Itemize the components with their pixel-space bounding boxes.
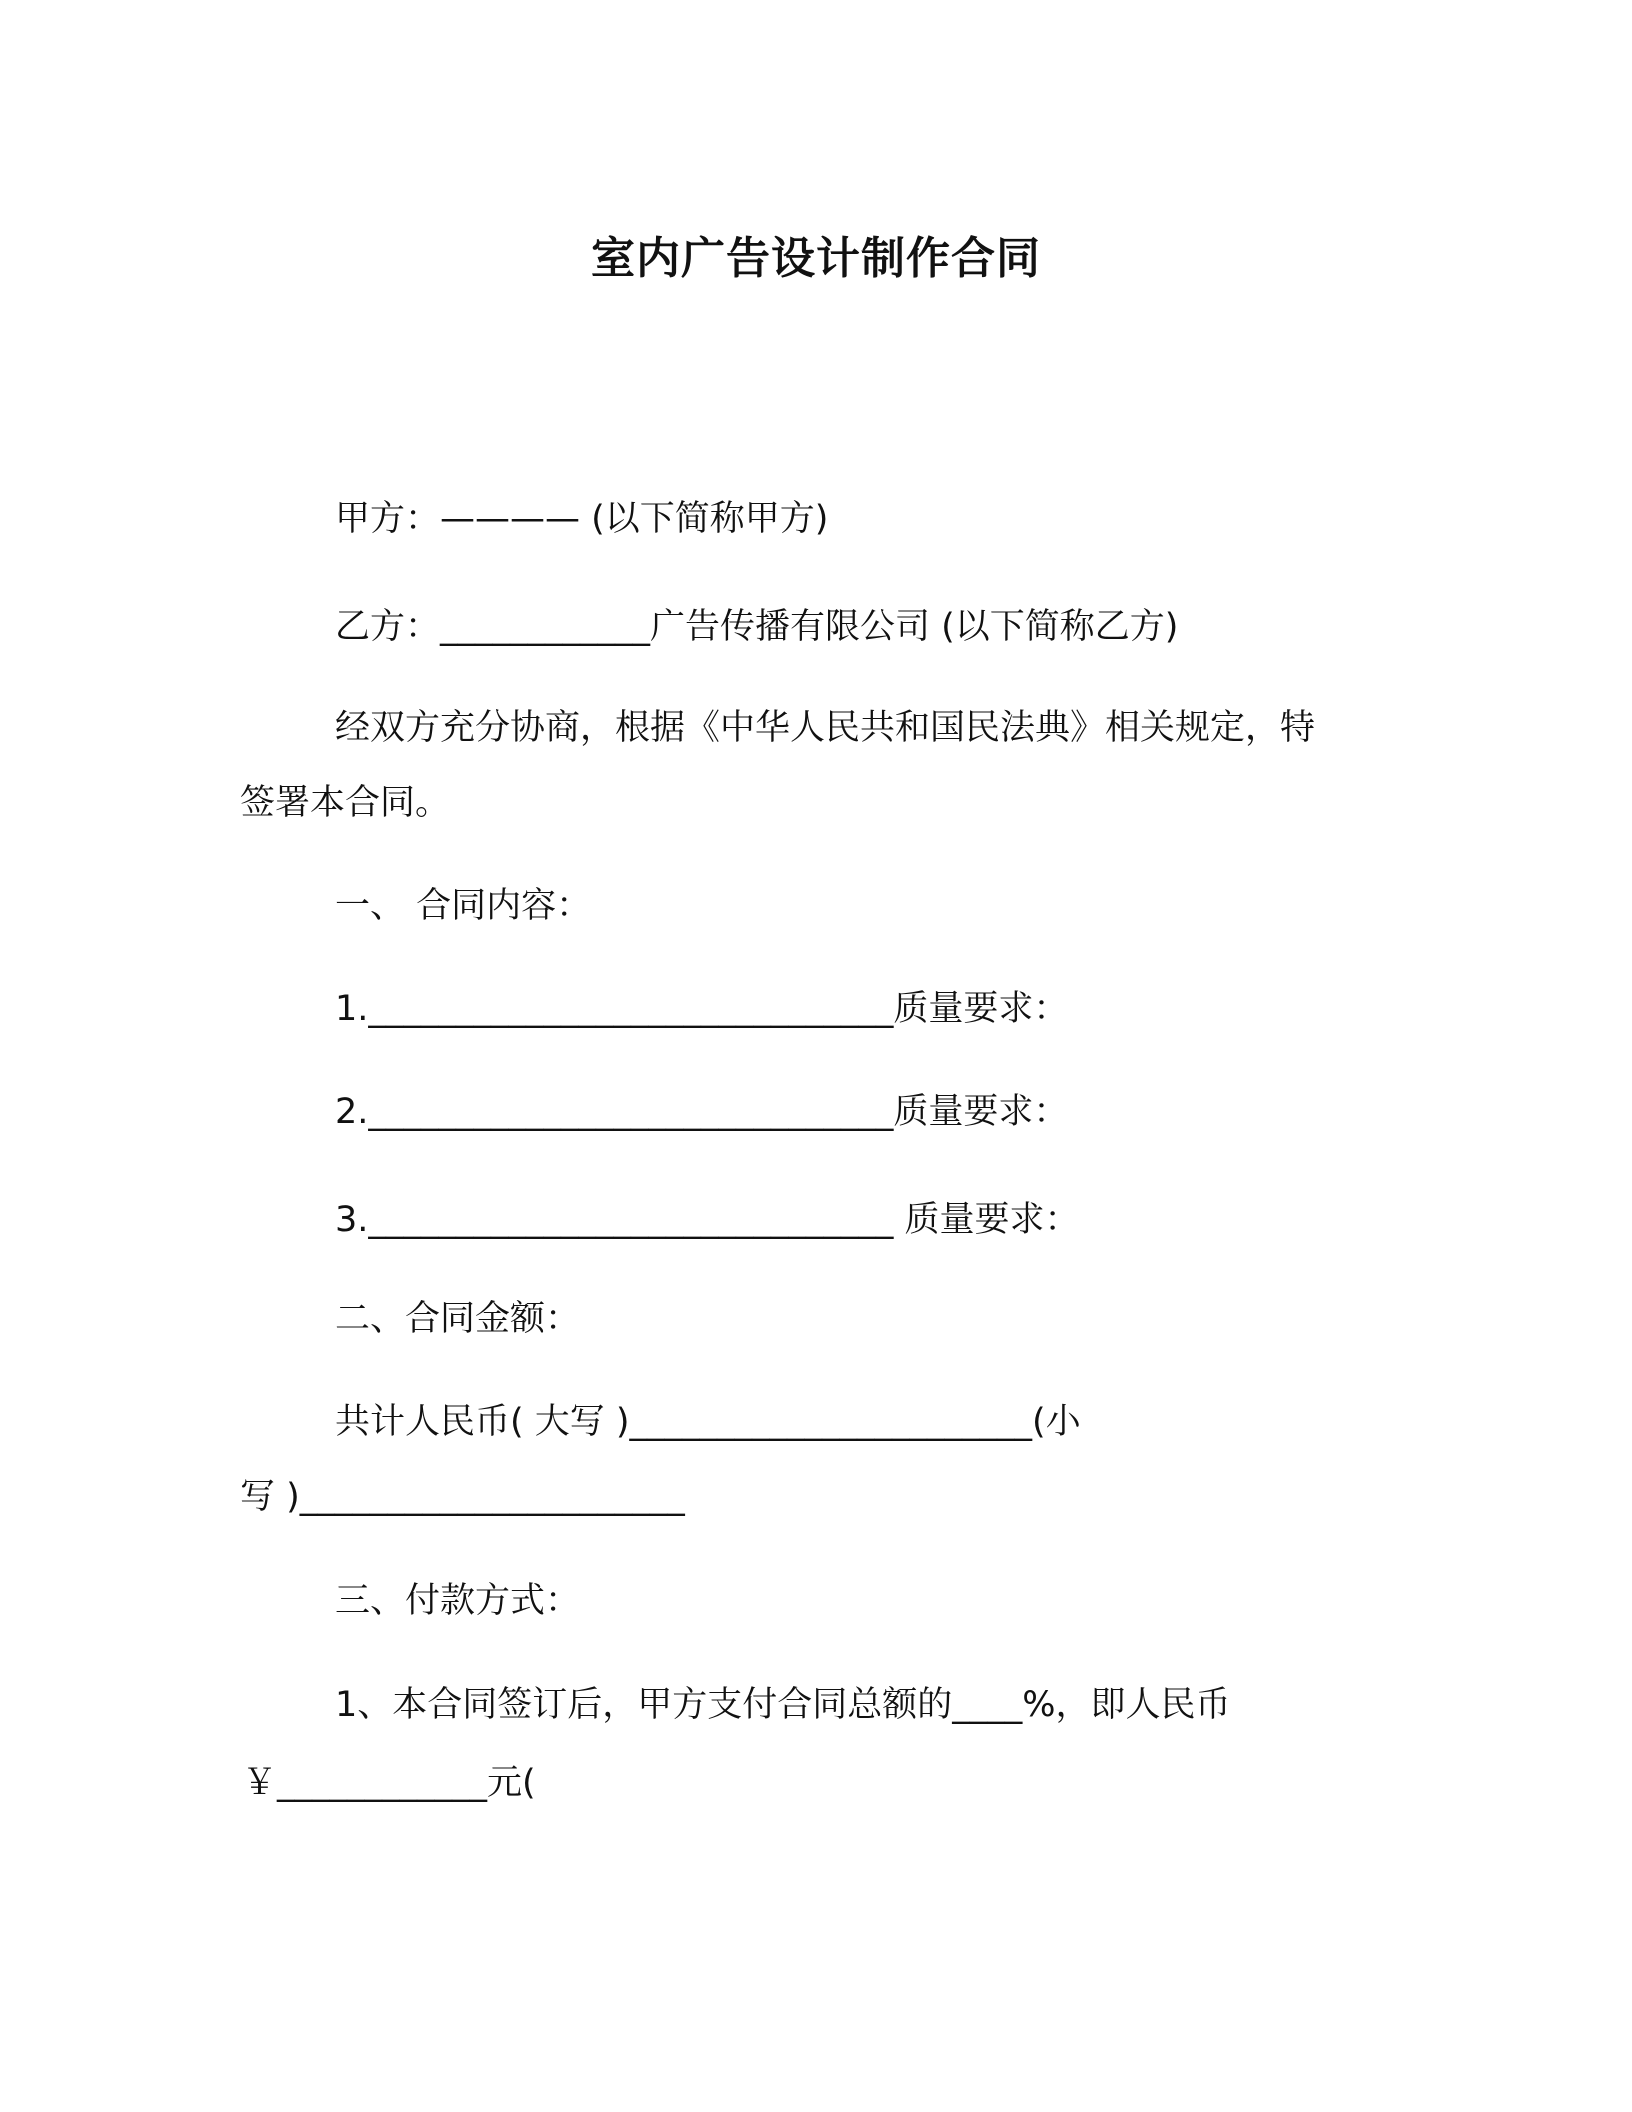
content-item-2: 2.______________________________质量要求： [335, 1092, 1069, 1132]
party-a-line: 甲方：———— (以下简称甲方) [335, 499, 829, 539]
content-item-3: 3.______________________________ 质量要求： [335, 1200, 1080, 1240]
section-3-heading: 三、付款方式： [335, 1581, 581, 1621]
content-item-1: 1.______________________________质量要求： [335, 989, 1069, 1029]
party-b-line: 乙方：____________广告传播有限公司 (以下简称乙方) [335, 607, 1179, 647]
intro-line-1: 经双方充分协商，根据《中华人民共和国民法典》相关规定，特 [335, 708, 1316, 748]
amount-line-1: 共计人民币( 大写 )_______________________(小 [335, 1402, 1081, 1442]
payment-line-1: 1、本合同签订后，甲方支付合同总额的____%，即人民币 [335, 1685, 1231, 1725]
section-2-heading: 二、合同金额： [335, 1299, 581, 1339]
document-title: 室内广告设计制作合同 [591, 233, 1041, 284]
amount-line-2: 写 )______________________ [240, 1477, 685, 1517]
section-1-heading: 一、 合同内容： [335, 886, 592, 926]
intro-line-2: 签署本合同。 [240, 783, 451, 823]
payment-line-2: ￥____________元( [242, 1763, 536, 1803]
